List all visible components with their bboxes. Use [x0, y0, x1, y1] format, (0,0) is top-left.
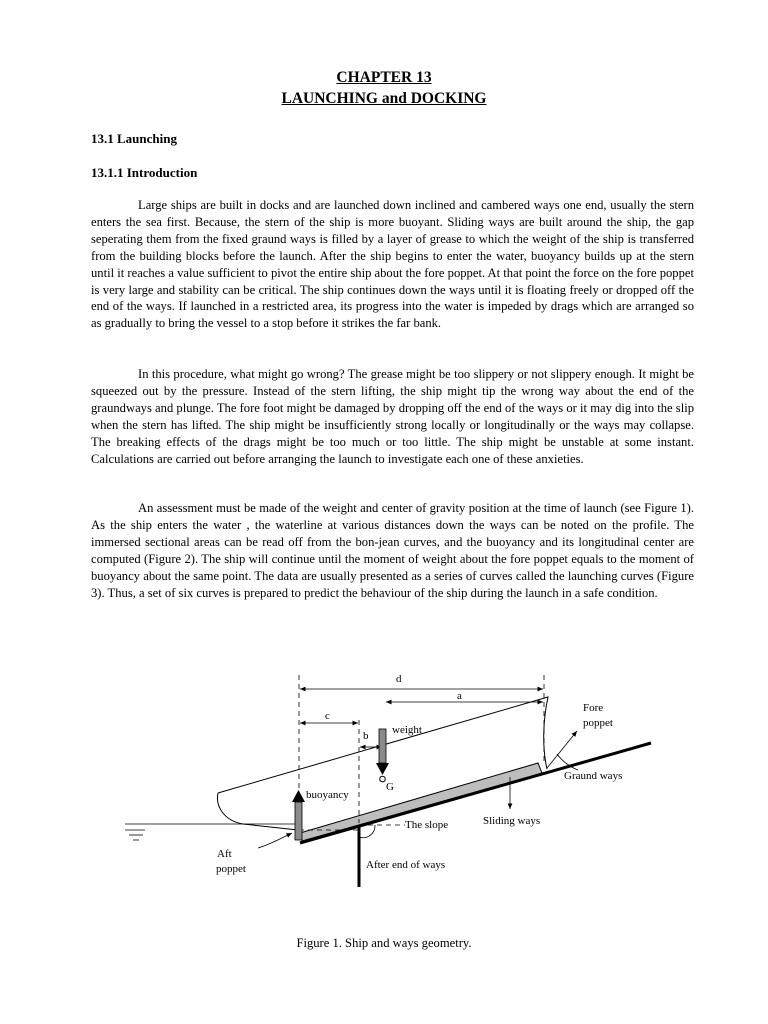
- label-c: c: [325, 710, 330, 722]
- label-fore: Fore: [583, 702, 604, 714]
- water-symbol: [125, 830, 145, 840]
- figure-ship-ways-geometry: [100, 665, 670, 900]
- label-ground-ways: Graund ways: [564, 770, 623, 782]
- label-b: b: [363, 730, 369, 742]
- label-aft-poppet: poppet: [216, 863, 246, 875]
- chapter-number: CHAPTER 13: [336, 69, 432, 86]
- ground-ways: [300, 743, 651, 843]
- figure-caption: Figure 1. Ship and ways geometry.: [296, 936, 472, 950]
- paragraph-3: An assessment must be made of the weight and center of gravity position at the time of launch (see Figure 1). As the ship enters the water , the waterline at various distances down the ways can be noted on the profile. The immersed sectional areas can be read off from the bon-jean curves, and the buoyancy and its longitudinal center are computed (Figure 2). The ship will continue until the moment of weight about the fore poppet equals to the moment of buoyancy about the same point. The data are usually presented as a series of curves called the launching curves (Figure 3). Thus, a set of six curves is prepared to predict the behaviour of the ship during the launch in a safe condition.: [91, 501, 694, 600]
- aft-poppet-pointer: [258, 833, 292, 848]
- label-aft: Aft: [217, 848, 232, 860]
- section-heading-launching: 13.1 Launching: [91, 131, 177, 146]
- paragraph-1: Large ships are built in docks and are launched down inclined and cambered ways one end, usually the stern enters the sea first. Because, the stern of the ship is more buoyant. Sliding ways are built around the ship, the gap seperating them from the fixed graund ways is filled by a layer of grease to which the weight of the ship is transferred from the building blocks before the launch. After the ship begins to enter the water, buoyancy builds up at the stern until it reaches a value sufficient to pivot the entire ship about the fore poppet. At that point the force on the fore poppet is very large and stability can be critical. The ship continues down the ways until it is floating freely or dropped off the end of the ways. If launched in a restricted area, its progress into the water is impeded by drags which are arranged so as gradually to bring the vessel to a stop before it strikes the far bank.: [91, 198, 694, 331]
- fore-poppet-arrow: [547, 731, 577, 768]
- label-the-slope: The slope: [405, 819, 449, 831]
- label-fore-poppet: poppet: [583, 717, 613, 729]
- weight-arrow: [376, 729, 389, 775]
- figure-diagram: [100, 665, 670, 900]
- label-weight: weight: [392, 724, 422, 736]
- chapter-title: LAUNCHING and DOCKING: [281, 90, 487, 107]
- label-after-end-of-ways: After end of ways: [366, 859, 446, 871]
- label-g: G: [386, 781, 394, 793]
- section-heading-introduction: 13.1.1 Introduction: [91, 165, 198, 180]
- label-d: d: [396, 673, 402, 685]
- label-sliding-ways: Sliding ways: [483, 815, 541, 827]
- label-buoyancy: buoyancy: [306, 789, 349, 801]
- paragraph-2: In this procedure, what might go wrong? The grease might be too slippery or not slippery enough. It might be squeezed out by the pressure. Instead of the stern lifting, the ship might tip the wrong way about the end of the graundways and plunge. The fore foot might be damaged by dropping off the end of the ways or it may dig into the slip when the stern has lifted. The ship might be insufficiently strong locally or longitudinally or the ways may collapse. The breaking effects of the drags might be too much or too little. The ship might be unstable at some instant. Calculations are carried out before arranging the launch to investigate each one of these anxieties.: [91, 367, 694, 466]
- center-of-gravity-point: [380, 776, 386, 782]
- label-a: a: [457, 690, 462, 702]
